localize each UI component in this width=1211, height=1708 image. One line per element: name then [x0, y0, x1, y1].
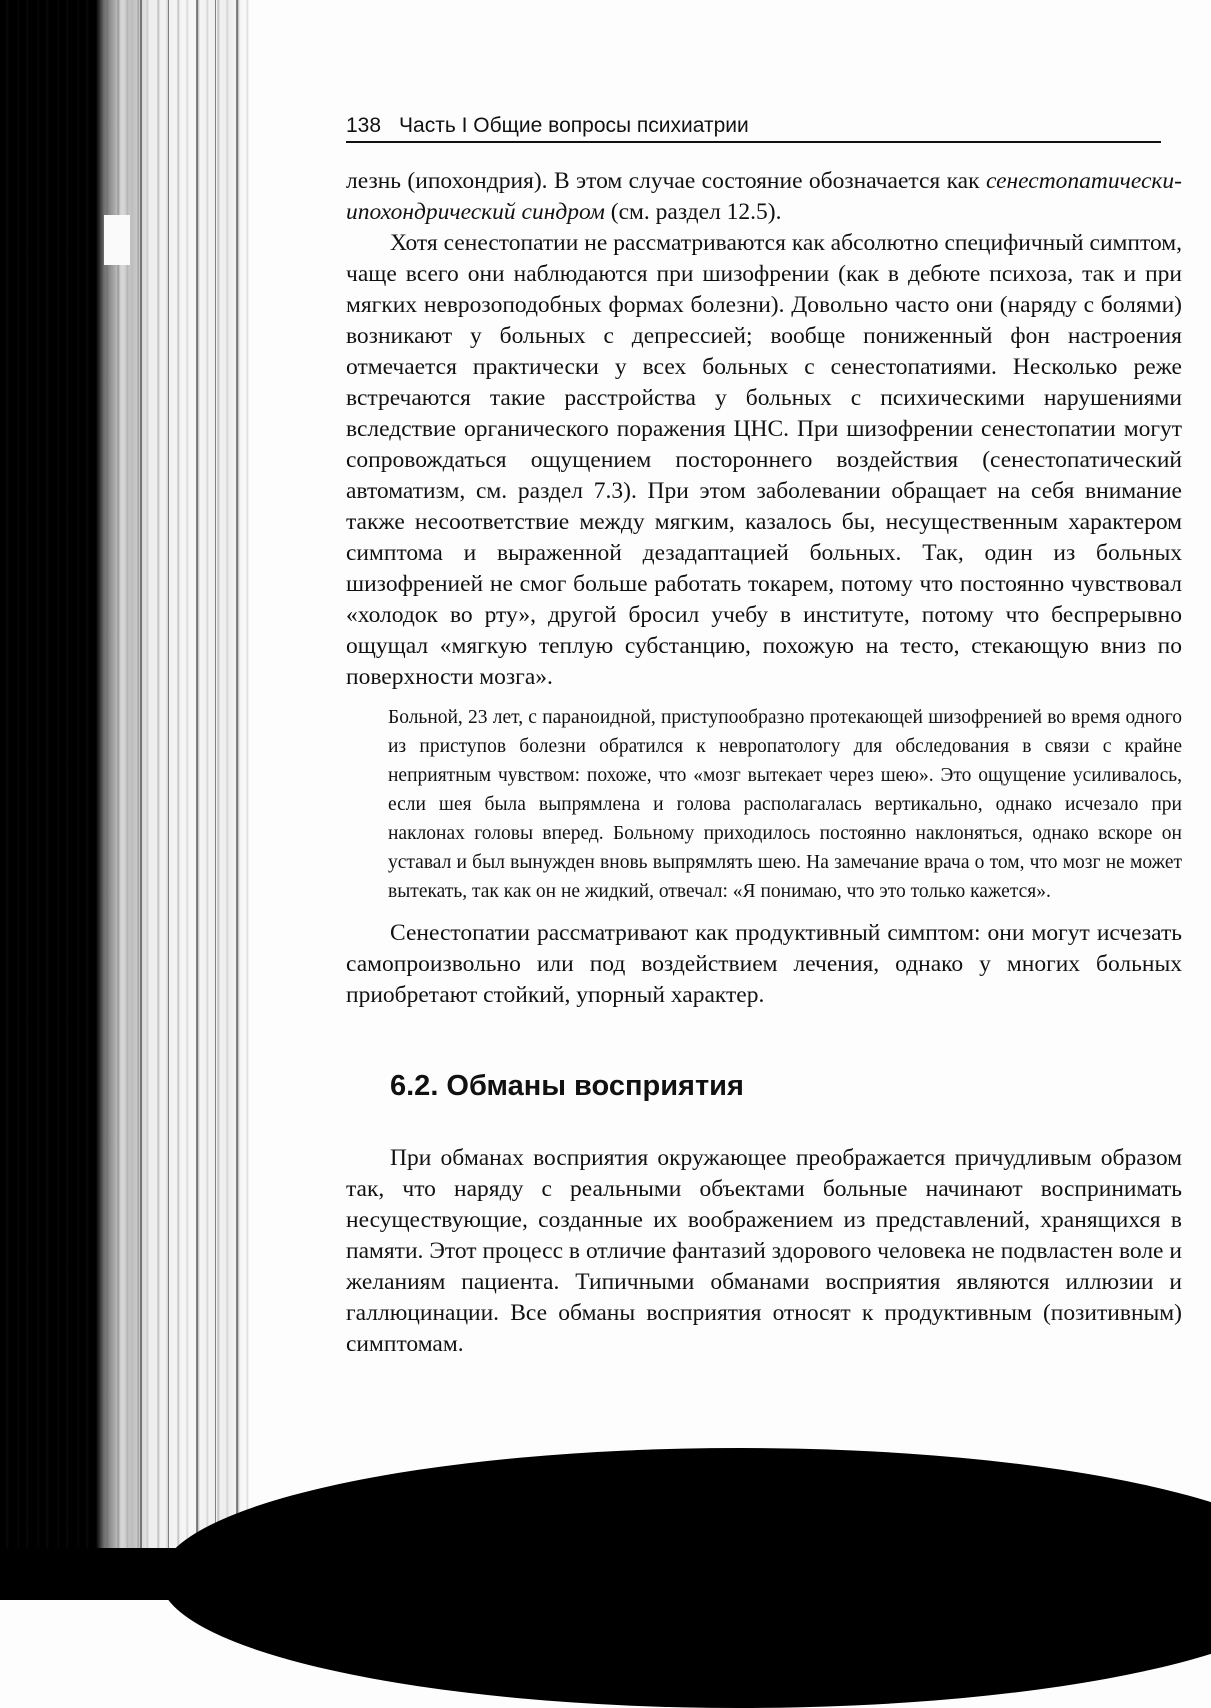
- spine-line: [236, 0, 238, 1600]
- paragraph: Сенестопатии рассматривают как продуктивный симптом: они могут исчезать самопроизвольно или под воздействием лечения, однако у многих больных приобретают стойкий, упорный характер.: [346, 920, 1182, 1008]
- section-paragraph: При обманах восприятия окружающее преображается причудливым образом так, что наряду с реальными объектами больные начинают воспринимать несуществующие, созданные их воображением из представлений, хранящихся в памяти. Этот процесс в отличие фантазий здорового человека не подвластен воле и желаниям пациента. Типичными обманами восприятия являются иллюзии и галлюцинации. Все обманы восприятия относят к продуктивным (позитивным) симптомам.: [346, 1145, 1182, 1357]
- scan-bottom-edge: [0, 1548, 1211, 1600]
- spine-line: [140, 0, 142, 1600]
- spine-line: [215, 0, 216, 1600]
- section-heading: 6.2. Обманы восприятия: [390, 1070, 744, 1102]
- case-example: Больной, 23 лет, с параноидной, приступообразно протекающей шизофренией во время одного из приступов болезни обратился к невропатологу для обследования в связи с крайне неприятным чувством: похоже, что «мозг вытекает через шею». Это ощущение усиливалось, если шея была выпрямлена и голова располагалась вертикально, однако исчезало при наклонах головы вперед. Больному приходилось постоянно наклоняться, однако вскоре он уставал и был вынужден вновь выпрямлять шею. На замечание врача о том, что мозг не может вытекать, так как он не жидкий, отвечал: «Я понимаю, что это только кажется».: [388, 707, 1182, 902]
- paragraph: Хотя сенестопатии не рассматриваются как абсолютно специфичный симптом, чаще всего они наблюдаются при шизофрении (как в дебюте психоза, так и при мягких неврозоподобных формах болезни). Довольно часто они (наряду с болями) возникают у больных с депрессией; вообще пониженный фон настроения отмечается практически у всех больных с сенестопатиями. Несколько реже встречаются такие расстройства у больных с психическими нарушениями вследствие органического поражения ЦНС. При шизофрении сенестопатии могут сопровождаться ощущением постороннего воздействия (сенестопатический автоматизм, см. раздел 7.3). При этом заболевании обращает на себя внимание также несоответствие между мягким, казалось бы, несущественным характером симптома и выраженной дезадаптацией больных. Так, один из больных шизофренией не смог больше работать токарем, потому что постоянно чувствовал «холодок во рту», другой бросил учебу в институте, потому что беспрерывно ощущал «мягкую теплую субстанцию, похожую на тесто, стекающую вниз по поверхности мозга».: [346, 230, 1182, 690]
- page-number: 138: [346, 114, 382, 137]
- term-italic: сенестопатически-ипохондрический синдром: [346, 168, 1182, 225]
- running-title: Часть I Общие вопросы психиатрии: [399, 114, 749, 137]
- spine-gap: [104, 215, 130, 265]
- paragraph-continued: [346, 166, 1182, 228]
- paragraph-text: лезнь (ипохондрия). В этом случае состояние обозначается как: [346, 168, 986, 194]
- header-rule: [346, 141, 1161, 143]
- paragraph-tail: (см. раздел 12.5).: [604, 199, 782, 225]
- spine-line: [196, 0, 198, 1600]
- running-head: [346, 114, 1166, 138]
- spine-line: [168, 0, 169, 1600]
- page-body: [346, 166, 1182, 1360]
